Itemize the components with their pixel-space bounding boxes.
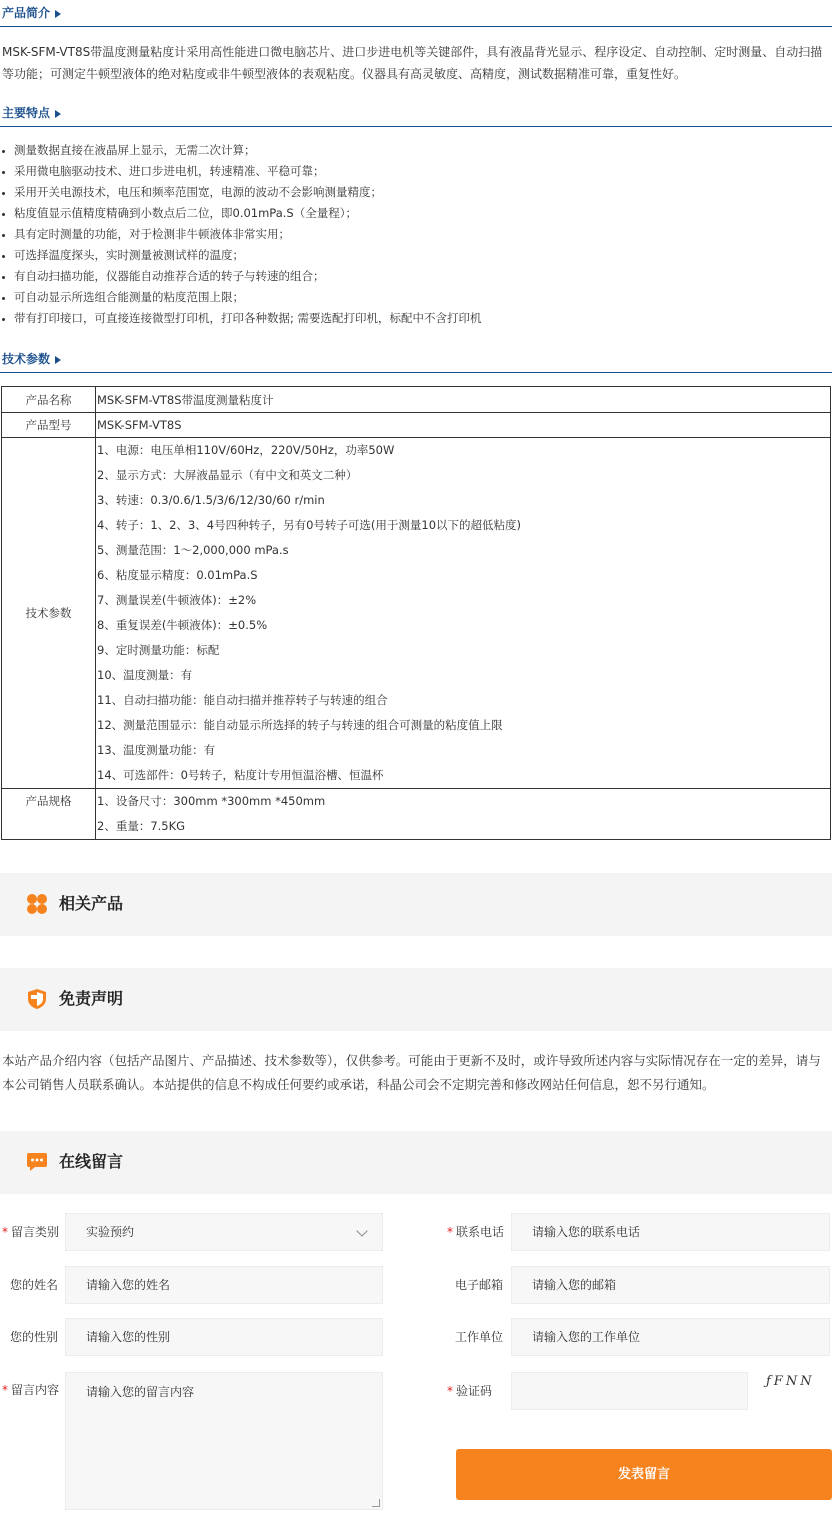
spec-value-list bbox=[96, 438, 831, 789]
chevron-down-icon bbox=[356, 1225, 367, 1236]
spec-line: 12、测量范围显示：能自动显示所选择的转子与转速的组合可测量的粘度值上限 bbox=[97, 718, 503, 732]
intro-divider bbox=[0, 26, 832, 27]
spec-value-list bbox=[96, 789, 831, 840]
message-textarea[interactable] bbox=[65, 1372, 383, 1510]
submit-button[interactable]: 发表留言 bbox=[456, 1449, 832, 1500]
phone-input[interactable]: 请输入您的联系电话 bbox=[511, 1213, 830, 1251]
company-label: 工作单位 bbox=[455, 1330, 504, 1344]
intro-text: MSK-SFM-VT8S带温度测量粘度计采用高性能进口微电脑芯片、进口步进电机等关键部件，具有液晶背光显示、程序设定、自动控制、定时测量、自动扫描等功能；可测定牛顿型液体的绝对粘度或非牛顿型液体的表观粘度。仪器具有高灵敏度、高精度，测试数据精准可靠，重复性好。 bbox=[2, 45, 823, 81]
list-item: 采用开关电源技术，电压和频率范围宽，电源的波动不会影响测量精度； bbox=[0, 182, 830, 203]
related-products-title: 相关产品 bbox=[59, 894, 124, 913]
spec-line: 2、显示方式：大屏液晶显示（有中文和英文二种） bbox=[97, 468, 358, 482]
intro-heading: 产品简介 bbox=[2, 4, 61, 21]
spec-line: 1、设备尺寸：300mm *300mm *450mm bbox=[97, 794, 326, 808]
captcha-image[interactable]: ƒFNN bbox=[766, 1374, 815, 1389]
features-heading: 主要特点 bbox=[2, 104, 61, 121]
list-item: 测量数据直接在液晶屏上显示，无需二次计算； bbox=[0, 140, 830, 161]
spec-key: 技术参数 bbox=[2, 438, 96, 789]
message-form-header bbox=[0, 1131, 832, 1194]
captcha-label: * 验证码 bbox=[447, 1384, 493, 1398]
spec-key: 产品规格 bbox=[2, 789, 96, 840]
list-item: 带有打印接口，可直接连接微型打印机，打印各种数据; 需要选配打印机，标配中不含打印机 bbox=[0, 308, 830, 329]
category-label: * 留言类别 bbox=[2, 1225, 60, 1239]
resize-handle-icon[interactable] bbox=[372, 1499, 380, 1507]
email-input[interactable]: 请输入您的邮箱 bbox=[511, 1266, 830, 1304]
spec-line: 7、测量误差(牛顿液体)：±2% bbox=[97, 593, 257, 607]
disclaimer-text: 本站产品介绍内容（包括产品图片、产品描述、技术参数等），仅供参考。可能由于更新不及时，或许导致所述内容与实际情况存在一定的差异，请与本公司销售人员联系确认。本站提供的信息不构成任何要约或承诺，科晶公司会不定期完善和修改网站任何信息，恕不另行通知。 bbox=[2, 1053, 821, 1092]
spec-value: MSK-SFM-VT8S带温度测量粘度计 bbox=[96, 387, 831, 413]
list-item: 可选择温度探头，实时测量被测试样的温度； bbox=[0, 245, 830, 266]
spec-line: 11、自动扫描功能：能自动扫描并推荐转子与转速的组合 bbox=[97, 693, 388, 707]
spec-line: 13、温度测量功能：有 bbox=[97, 743, 216, 757]
spec-line: 2、重量：7.5KG bbox=[97, 819, 186, 833]
table-row bbox=[2, 387, 831, 413]
features-divider bbox=[0, 126, 832, 127]
name-label: 您的姓名 bbox=[10, 1278, 59, 1292]
list-item: 采用微电脑驱动技术、进口步进电机，转速精准、平稳可靠； bbox=[0, 161, 830, 182]
spec-value: MSK-SFM-VT8S bbox=[96, 413, 831, 438]
gender-label: 您的性别 bbox=[10, 1330, 59, 1344]
spec-line: 8、重复误差(牛顿液体)：±0.5% bbox=[97, 618, 268, 632]
table-row bbox=[2, 413, 831, 438]
related-products-header bbox=[0, 873, 832, 936]
chat-icon bbox=[26, 1151, 48, 1173]
caret-right-icon bbox=[55, 10, 61, 18]
spec-line: 1、电源：电压单相110V/60Hz，220V/50Hz，功率50W bbox=[97, 443, 395, 457]
spec-line: 4、转子：1、2、3、4号四种转子，另有0号转子可选(用于测量10以下的超低粘度) bbox=[97, 518, 522, 532]
message-form-title: 在线留言 bbox=[59, 1152, 124, 1171]
message-label: * 留言内容 bbox=[2, 1383, 60, 1397]
specs-heading: 技术参数 bbox=[2, 350, 61, 367]
spec-line: 6、粘度显示精度：0.01mPa.S bbox=[97, 568, 258, 582]
caret-right-icon bbox=[55, 110, 61, 118]
spec-line: 14、可选部件：0号转子，粘度计专用恒温浴槽、恒温杯 bbox=[97, 768, 384, 782]
name-input[interactable]: 请输入您的姓名 bbox=[65, 1266, 383, 1304]
captcha-input[interactable] bbox=[511, 1372, 748, 1410]
grid-icon bbox=[26, 893, 48, 915]
message-placeholder: 请输入您的留言内容 bbox=[86, 1385, 195, 1399]
shield-icon bbox=[26, 988, 48, 1010]
spec-line: 10、温度测量：有 bbox=[97, 668, 193, 682]
disclaimer-header bbox=[0, 968, 832, 1031]
spec-table bbox=[1, 386, 831, 840]
gender-input[interactable]: 请输入您的性别 bbox=[65, 1318, 383, 1356]
list-item: 有自动扫描功能，仪器能自动推荐合适的转子与转速的组合； bbox=[0, 266, 830, 287]
list-item: 具有定时测量的功能，对于检测非牛顿液体非常实用； bbox=[0, 224, 830, 245]
spec-key: 产品型号 bbox=[2, 413, 96, 438]
specs-divider bbox=[0, 372, 832, 373]
spec-line: 9、定时测量功能：标配 bbox=[97, 643, 220, 657]
email-label: 电子邮箱 bbox=[455, 1278, 504, 1292]
table-row bbox=[2, 789, 831, 840]
table-row bbox=[2, 438, 831, 789]
features-list bbox=[0, 140, 830, 329]
disclaimer-title: 免责声明 bbox=[59, 989, 124, 1008]
spec-line: 3、转速：0.3/0.6/1.5/3/6/12/30/60 r/min bbox=[97, 493, 325, 507]
phone-label: * 联系电话 bbox=[447, 1225, 505, 1239]
category-select-value: 实验预约 bbox=[86, 1225, 135, 1239]
company-input[interactable]: 请输入您的工作单位 bbox=[511, 1318, 830, 1356]
list-item: 可自动显示所选组合能测量的粘度范围上限； bbox=[0, 287, 830, 308]
list-item: 粘度值显示值精度精确到小数点后二位，即0.01mPa.S（全量程）； bbox=[0, 203, 830, 224]
spec-line: 5、测量范围：1～2,000,000 mPa.s bbox=[97, 543, 289, 557]
category-select[interactable] bbox=[65, 1213, 383, 1251]
caret-right-icon bbox=[55, 356, 61, 364]
spec-key: 产品名称 bbox=[2, 387, 96, 413]
